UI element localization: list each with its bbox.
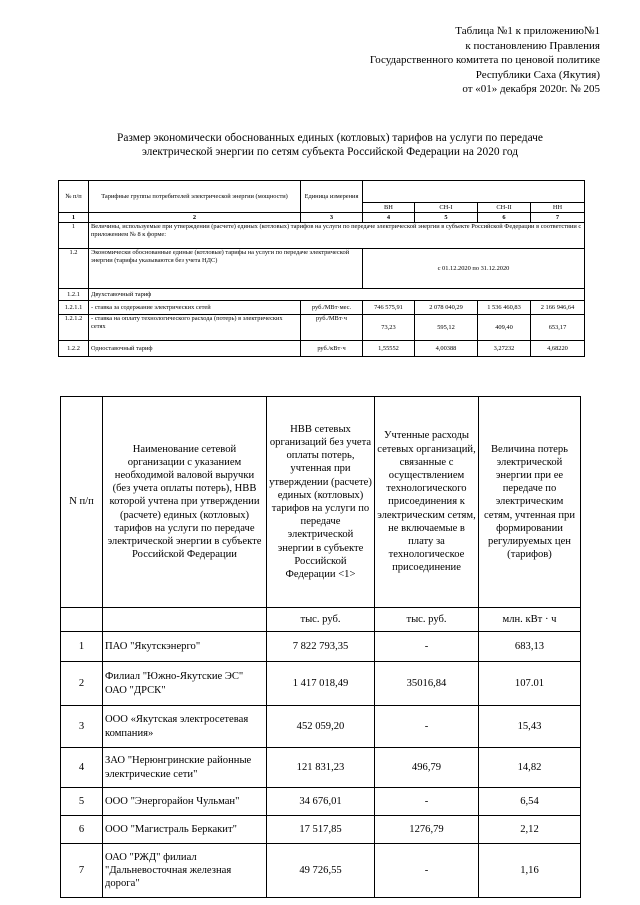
col-number: 6 bbox=[478, 213, 531, 223]
row-unit: руб./кВт·ч bbox=[301, 341, 363, 357]
row-costs: 35016,84 bbox=[375, 662, 479, 706]
unit-losses: млн. кВт · ч bbox=[479, 608, 581, 632]
row-org: ЗАО "Нерюнгринские районные электрические сети" bbox=[103, 748, 267, 788]
header-costs: Учтенные расходы сетевых организаций, связанные с осуществлением технологического присоединения к электрическим сетям, не включаемые в плату за технологическое присоединение bbox=[375, 397, 479, 608]
row-nvv: 121 831,23 bbox=[267, 748, 375, 788]
row-losses: 683,13 bbox=[479, 632, 581, 662]
row-unit: руб./МВт·мес. bbox=[301, 301, 363, 315]
tariff-table bbox=[58, 180, 585, 357]
table-row bbox=[61, 816, 581, 844]
table-row bbox=[61, 706, 581, 748]
row-losses: 15,43 bbox=[479, 706, 581, 748]
row-num: 3 bbox=[61, 706, 103, 748]
row-costs: - bbox=[375, 632, 479, 662]
units-blank bbox=[103, 608, 267, 632]
row-text: - ставка за содержание электрических сетей bbox=[89, 301, 301, 315]
table-row bbox=[59, 289, 585, 301]
row-num: 1.2.1.1 bbox=[59, 301, 89, 315]
row-costs: 1276,79 bbox=[375, 816, 479, 844]
row-num: 1 bbox=[59, 223, 89, 249]
row-costs: - bbox=[375, 844, 479, 898]
table-row bbox=[61, 748, 581, 788]
row-org: Филиал "Южно-Якутские ЭС" ОАО "ДРСК" bbox=[103, 662, 267, 706]
header-blank bbox=[363, 181, 585, 203]
header-line: Государственного комитета по ценовой политике bbox=[369, 54, 600, 66]
approval-header bbox=[370, 24, 600, 97]
row-losses: 1,16 bbox=[479, 844, 581, 898]
row-nvv: 7 822 793,35 bbox=[267, 632, 375, 662]
value-nn: 653,17 bbox=[531, 315, 585, 341]
value-nn: 2 166 946,64 bbox=[531, 301, 585, 315]
row-nvv: 49 726,55 bbox=[267, 844, 375, 898]
row-text: Экономически обоснованные единые (котловые) тарифы на услуги по передаче электрической энергии (тарифы указываются без учета НДС) bbox=[89, 249, 363, 289]
row-org: ПАО "Якутскэнерго" bbox=[103, 632, 267, 662]
table-header-row bbox=[59, 181, 585, 203]
header-nn: НН bbox=[531, 203, 585, 213]
header-losses: Величина потерь электрической энергии при ее передаче по электрическим сетям, учтенная при формировании регулируемых цен (тарифов) bbox=[479, 397, 581, 608]
row-num: 1.2.1.2 bbox=[59, 315, 89, 341]
col-number: 7 bbox=[531, 213, 585, 223]
table-row bbox=[59, 223, 585, 249]
header-num: N п/п bbox=[61, 397, 103, 608]
row-org: ООО «Якутская электросетевая компания» bbox=[103, 706, 267, 748]
col-number: 5 bbox=[415, 213, 478, 223]
header-line: от «01» декабря 2020г. № 205 bbox=[462, 83, 600, 95]
row-num: 1.2.2 bbox=[59, 341, 89, 357]
col-number: 2 bbox=[89, 213, 301, 223]
row-nvv: 34 676,01 bbox=[267, 788, 375, 816]
row-nvv: 17 517,85 bbox=[267, 816, 375, 844]
unit-costs: тыс. руб. bbox=[375, 608, 479, 632]
row-losses: 2,12 bbox=[479, 816, 581, 844]
row-org: ОАО "РЖД" филиал "Дальневосточная железная дорога" bbox=[103, 844, 267, 898]
value-vn: 1,55552 bbox=[363, 341, 415, 357]
col-number: 4 bbox=[363, 213, 415, 223]
value-sn2: 3,27232 bbox=[478, 341, 531, 357]
row-num: 2 bbox=[61, 662, 103, 706]
header-num: № п/п bbox=[59, 181, 89, 213]
header-sn2: СН-II bbox=[478, 203, 531, 213]
document-title bbox=[50, 131, 610, 159]
title-line: Размер экономически обоснованных единых (котловых) тарифов на услуги по передаче bbox=[117, 132, 543, 144]
row-costs: - bbox=[375, 788, 479, 816]
row-text: Одноставочный тариф bbox=[89, 341, 301, 357]
value-sn2: 409,40 bbox=[478, 315, 531, 341]
row-org: ООО "Энергорайон Чульман" bbox=[103, 788, 267, 816]
row-costs: 496,79 bbox=[375, 748, 479, 788]
row-text: Величины, используемые при утверждении (расчете) единых (котловых) тарифов на услуги по передаче электрической энергии в субъекте Российской Федерации в соответствии с приложением № 8 к форме: bbox=[89, 223, 585, 249]
period-cell: с 01.12.2020 по 31.12.2020 bbox=[363, 249, 585, 289]
value-vn: 73,23 bbox=[363, 315, 415, 341]
row-losses: 6,54 bbox=[479, 788, 581, 816]
units-row bbox=[61, 608, 581, 632]
row-num: 1.2.1 bbox=[59, 289, 89, 301]
header-org: Наименование сетевой организации с указанием необходимой валовой выручки (без учета оплаты потерь), НВВ которой учтена при утверждении (расчете) единых (котловых) тарифов на услуги по передаче электрической энергии в субъекте Российской Федерации bbox=[103, 397, 267, 608]
row-num: 6 bbox=[61, 816, 103, 844]
row-losses: 107.01 bbox=[479, 662, 581, 706]
row-costs: - bbox=[375, 706, 479, 748]
table-row bbox=[59, 341, 585, 357]
table-row bbox=[61, 632, 581, 662]
row-text: Двухставочный тариф bbox=[89, 289, 585, 301]
value-sn1: 595,12 bbox=[415, 315, 478, 341]
table-row bbox=[61, 844, 581, 898]
header-line: Таблица №1 к приложению№1 bbox=[455, 25, 600, 37]
row-num: 4 bbox=[61, 748, 103, 788]
column-number-row bbox=[59, 213, 585, 223]
value-sn2: 1 536 460,83 bbox=[478, 301, 531, 315]
row-text: - ставка на оплату технологического расхода (потерь) в электрических сетях bbox=[89, 315, 301, 341]
table-row bbox=[61, 788, 581, 816]
units-blank bbox=[61, 608, 103, 632]
row-nvv: 452 059,20 bbox=[267, 706, 375, 748]
header-nvv: НВВ сетевых организаций без учета оплаты потерь, учтенная при утверждении (расчете) единых (котловых) тарифов на услуги по передаче электрической энергии в субъекте Российской Федерации <1> bbox=[267, 397, 375, 608]
row-num: 7 bbox=[61, 844, 103, 898]
row-unit: руб./МВт·ч bbox=[301, 315, 363, 341]
value-nn: 4,68220 bbox=[531, 341, 585, 357]
header-sn1: СН-I bbox=[415, 203, 478, 213]
row-org: ООО "Магистраль Беркакит" bbox=[103, 816, 267, 844]
header-line: к постановлению Правления bbox=[465, 39, 600, 52]
table-header-row bbox=[61, 397, 581, 608]
table-row bbox=[59, 315, 585, 341]
header-group: Тарифные группы потребителей электрической энергии (мощности) bbox=[89, 181, 301, 213]
row-nvv: 1 417 018,49 bbox=[267, 662, 375, 706]
table-row bbox=[59, 249, 585, 289]
row-losses: 14,82 bbox=[479, 748, 581, 788]
value-sn1: 4,00388 bbox=[415, 341, 478, 357]
row-num: 1 bbox=[61, 632, 103, 662]
header-unit: Единица измерения bbox=[301, 181, 363, 213]
value-vn: 746 575,91 bbox=[363, 301, 415, 315]
row-num: 5 bbox=[61, 788, 103, 816]
table-row bbox=[59, 301, 585, 315]
unit-nvv: тыс. руб. bbox=[267, 608, 375, 632]
title-line: электрической энергии по сетям субъекта Российской Федерации на 2020 год bbox=[141, 146, 518, 158]
header-vn: ВН bbox=[363, 203, 415, 213]
value-sn1: 2 078 040,29 bbox=[415, 301, 478, 315]
network-organizations-table bbox=[60, 396, 581, 898]
header-line: Республики Саха (Якутия) bbox=[475, 68, 600, 81]
table-row bbox=[61, 662, 581, 706]
row-num: 1.2 bbox=[59, 249, 89, 289]
col-number: 3 bbox=[301, 213, 363, 223]
col-number: 1 bbox=[59, 213, 89, 223]
